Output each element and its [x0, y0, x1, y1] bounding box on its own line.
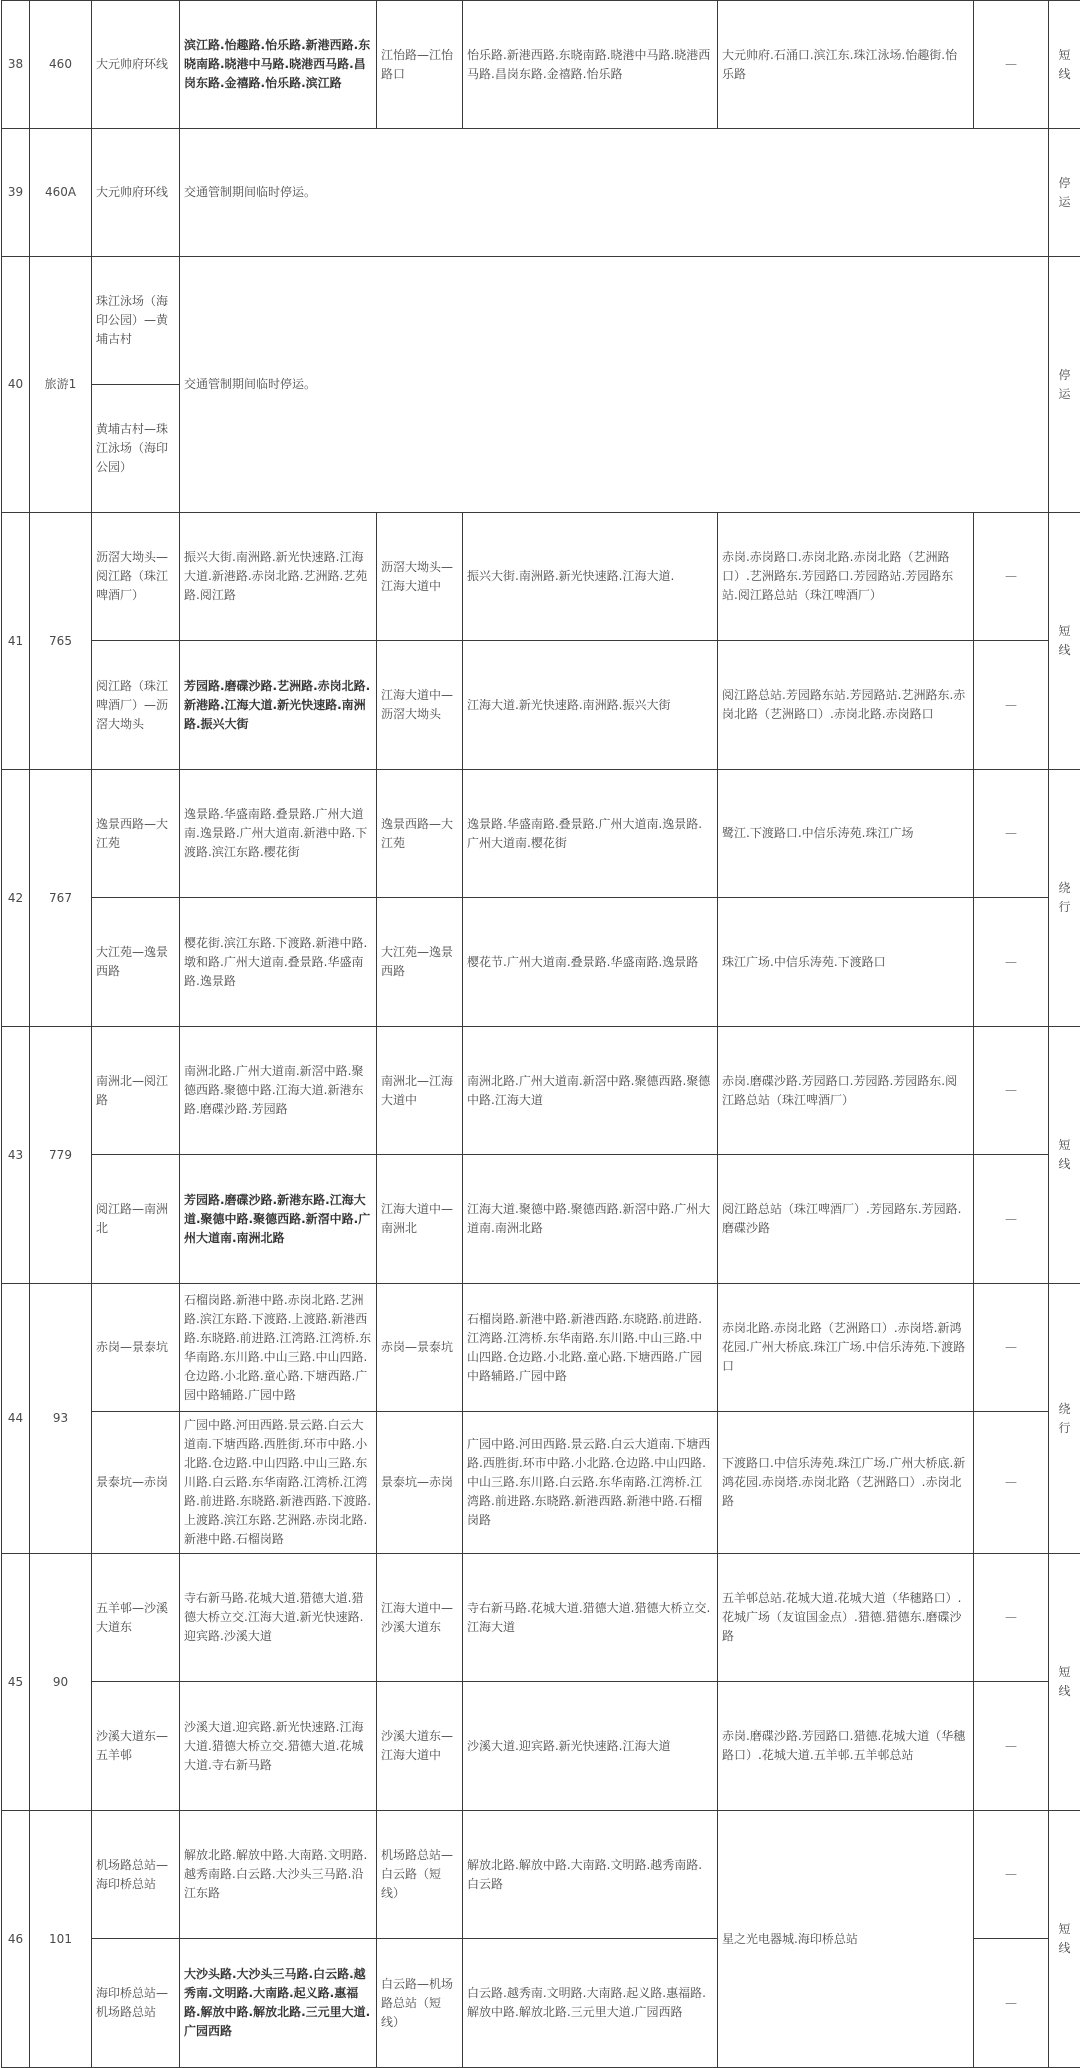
dash-cell: — [974, 1682, 1049, 1811]
route-number: 779 [30, 1027, 92, 1284]
row-index: 38 [2, 1, 30, 129]
original-route-roads: 大沙头路.大沙头三马路.白云路.越秀南.文明路.大南路.起义路.惠福路.解放中路.解放北路.三元里大道.广园西路 [180, 1939, 377, 2068]
adjusted-section: 机场路总站—白云路（短线） [377, 1811, 463, 1939]
adjusted-roads: 广园中路.河田西路.景云路.白云大道南.下塘西路.西胜街.环市中路.小北路.仓边路.中山四路.中山三路.东川路.白云路.东华南路.江湾桥.江湾路.前进路.东晓路.新港西路.新港中路.石榴岗路 [463, 1412, 718, 1554]
route-number: 767 [30, 770, 92, 1027]
route-number: 93 [30, 1284, 92, 1554]
affected-stops: 星之光电器城.海印桥总站 [718, 1811, 974, 2068]
adjusted-section: 景泰坑—赤岗 [377, 1412, 463, 1554]
dash-cell: — [974, 1284, 1049, 1412]
direction-name: 沥滘大坳头—阅江路（珠江啤酒厂） [92, 513, 180, 641]
direction-name: 大江苑—逸景西路 [92, 898, 180, 1027]
table-row [2, 1554, 1080, 1682]
adjustment-type: 短线 [1049, 1811, 1080, 2068]
adjusted-roads: 白云路.越秀南.文明路.大南路.起义路.惠福路.解放中路.解放北路.三元里大道.广园西路 [463, 1939, 718, 2068]
adjustment-type: 短线 [1049, 1, 1080, 129]
adjusted-section: 江海大道中—沙溪大道东 [377, 1554, 463, 1682]
dash-cell: — [974, 1939, 1049, 2068]
direction-name: 赤岗—景泰坑 [92, 1284, 180, 1412]
affected-stops: 阅江路总站.芳园路东站.芳园路站.艺洲路东.赤岗北路（艺洲路口）.赤岗北路.赤岗路口 [718, 641, 974, 770]
suspension-notice: 交通管制期间临时停运。 [180, 129, 1049, 257]
affected-stops: 赤岗.磨碟沙路.芳园路口.猎德.花城大道（华穗路口）.花城大道.五羊邨.五羊邨总站 [718, 1682, 974, 1811]
table-row [2, 770, 1080, 898]
suspension-notice: 交通管制期间临时停运。 [180, 257, 1049, 513]
adjusted-section: 大江苑—逸景西路 [377, 898, 463, 1027]
route-number: 101 [30, 1811, 92, 2068]
original-route-roads: 芳园路.磨碟沙路.艺洲路.赤岗北路.新港路.江海大道.新光快速路.南洲路.振兴大街 [180, 641, 377, 770]
original-route-roads: 解放北路.解放中路.大南路.文明路.越秀南路.白云路.大沙头三马路.沿江东路 [180, 1811, 377, 1939]
row-index: 41 [2, 513, 30, 770]
original-route-roads: 南洲北路.广州大道南.新滘中路.聚德西路.聚德中路.江海大道.新港东路.磨碟沙路.芳园路 [180, 1027, 377, 1155]
direction-name: 景泰坑—赤岗 [92, 1412, 180, 1554]
dash-cell: — [974, 1027, 1049, 1155]
adjustment-type: 绕行 [1049, 770, 1080, 1027]
route-table [1, 0, 1080, 2068]
affected-stops: 下渡路口.中信乐涛苑.珠江广场.广州大桥底.新鸿花园.赤岗塔.赤岗北路（艺洲路口）.赤岗北路 [718, 1412, 974, 1554]
table-row [2, 1284, 1080, 1412]
table-row [2, 1412, 1080, 1554]
table-row [2, 1682, 1080, 1811]
table-row [2, 898, 1080, 1027]
adjusted-section: 逸景西路—大江苑 [377, 770, 463, 898]
adjustment-type: 停运 [1049, 129, 1080, 257]
table-row [2, 513, 1080, 641]
direction-name: 五羊邨—沙溪大道东 [92, 1554, 180, 1682]
adjusted-section: 赤岗—景泰坑 [377, 1284, 463, 1412]
adjusted-roads: 樱花节.广州大道南.叠景路.华盛南路.逸景路 [463, 898, 718, 1027]
adjusted-roads: 寺右新马路.花城大道.猎德大道.猎德大桥立交.江海大道 [463, 1554, 718, 1682]
dash-cell: — [974, 1412, 1049, 1554]
original-route-roads: 滨江路.怡趣路.怡乐路.新港西路.东晓南路.晓港中马路.晓港西马路.昌岗东路.金禧路.怡乐路.滨江路 [180, 1, 377, 129]
dash-cell: — [974, 1, 1049, 129]
adjusted-section: 南洲北—江海大道中 [377, 1027, 463, 1155]
original-route-roads: 广园中路.河田西路.景云路.白云大道南.下塘西路.西胜街.环市中路.小北路.仓边路.中山四路.中山三路.东川路.白云路.东华南路.江湾桥.江湾路.前进路.东晓路.新港西路.下渡路.上渡路.滨江东路.艺洲路.赤岗北路.新港中路.石榴岗路 [180, 1412, 377, 1554]
original-route-roads: 樱花街.滨江东路.下渡路.新港中路.墩和路.广州大道南.叠景路.华盛南路.逸景路 [180, 898, 377, 1027]
table-row [2, 1811, 1080, 1939]
adjusted-roads: 江海大道.聚德中路.聚德西路.新滘中路.广州大道南.南洲北路 [463, 1155, 718, 1284]
adjusted-section: 沙溪大道东—江海大道中 [377, 1682, 463, 1811]
row-index: 45 [2, 1554, 30, 1811]
route-number: 765 [30, 513, 92, 770]
direction-name: 机场路总站—海印桥总站 [92, 1811, 180, 1939]
route-number: 90 [30, 1554, 92, 1811]
adjusted-roads: 逸景路.华盛南路.叠景路.广州大道南.逸景路.广州大道南.樱花街 [463, 770, 718, 898]
row-index: 43 [2, 1027, 30, 1284]
affected-stops: 大元帅府.石涌口.滨江东.珠江泳场.怡趣街.怡乐路 [718, 1, 974, 129]
dash-cell: — [974, 770, 1049, 898]
table-row [2, 1155, 1080, 1284]
adjusted-section: 沥滘大坳头—江海大道中 [377, 513, 463, 641]
row-index: 40 [2, 257, 30, 513]
adjusted-section: 江海大道中—沥滘大坳头 [377, 641, 463, 770]
table-row [2, 641, 1080, 770]
original-route-roads: 沙溪大道.迎宾路.新光快速路.江海大道.猎德大桥立交.猎德大道.花城大道.寺右新马路 [180, 1682, 377, 1811]
route-number: 460A [30, 129, 92, 257]
direction-name: 大元帅府环线 [92, 1, 180, 129]
original-route-roads: 振兴大街.南洲路.新光快速路.江海大道.新港路.赤岗北路.艺洲路.艺苑路.阅江路 [180, 513, 377, 641]
direction-name: 阅江路—南洲北 [92, 1155, 180, 1284]
table-row [2, 257, 1080, 385]
direction-name: 沙溪大道东—五羊邨 [92, 1682, 180, 1811]
affected-stops: 鹭江.下渡路口.中信乐涛苑.珠江广场 [718, 770, 974, 898]
table-row [2, 129, 1080, 257]
original-route-roads: 芳园路.磨碟沙路.新港东路.江海大道.聚德中路.聚德西路.新滘中路.广州大道南.南洲北路 [180, 1155, 377, 1284]
dash-cell: — [974, 898, 1049, 1027]
dash-cell: — [974, 1811, 1049, 1939]
adjusted-section: 江海大道中—南洲北 [377, 1155, 463, 1284]
original-route-roads: 寺右新马路.花城大道.猎德大道.猎德大桥立交.江海大道.新光快速路.迎宾路.沙溪大道 [180, 1554, 377, 1682]
dash-cell: — [974, 513, 1049, 641]
row-index: 39 [2, 129, 30, 257]
affected-stops: 阅江路总站（珠江啤酒厂）.芳园路东.芳园路.磨碟沙路 [718, 1155, 974, 1284]
adjusted-section: 江怡路—江怡路口 [377, 1, 463, 129]
affected-stops: 珠江广场.中信乐涛苑.下渡路口 [718, 898, 974, 1027]
route-number: 460 [30, 1, 92, 129]
adjustment-type: 短线 [1049, 1554, 1080, 1811]
original-route-roads: 石榴岗路.新港中路.赤岗北路.艺洲路.滨江东路.下渡路.上渡路.新港西路.东晓路.前进路.江湾路.江湾桥.东华南路.东川路.中山三路.中山四路.仓边路.小北路.童心路.下塘西路.广园中路辅路.广园中路 [180, 1284, 377, 1412]
route-number: 旅游1 [30, 257, 92, 513]
direction-name: 阅江路（珠江啤酒厂）—沥滘大坳头 [92, 641, 180, 770]
adjusted-roads: 江海大道.新光快速路.南洲路.振兴大街 [463, 641, 718, 770]
dash-cell: — [974, 1155, 1049, 1284]
adjusted-roads: 振兴大街.南洲路.新光快速路.江海大道. [463, 513, 718, 641]
affected-stops: 赤岗.赤岗路口.赤岗北路.赤岗北路（艺洲路口）.艺洲路东.芳园路口.芳园路站.芳园路东站.阅江路总站（珠江啤酒厂） [718, 513, 974, 641]
affected-stops: 五羊邨总站.花城大道.花城大道（华穗路口）.花城广场（友谊国金点）.猎德.猎德东.磨碟沙路 [718, 1554, 974, 1682]
dash-cell: — [974, 641, 1049, 770]
direction-name: 大元帅府环线 [92, 129, 180, 257]
direction-name: 逸景西路—大江苑 [92, 770, 180, 898]
adjusted-roads: 解放北路.解放中路.大南路.文明路.越秀南路.白云路 [463, 1811, 718, 1939]
adjusted-roads: 沙溪大道.迎宾路.新光快速路.江海大道 [463, 1682, 718, 1811]
direction-name: 黄埔古村—珠江泳场（海印公园） [92, 385, 180, 513]
dash-cell: — [974, 1554, 1049, 1682]
adjustment-type: 绕行 [1049, 1284, 1080, 1554]
row-index: 44 [2, 1284, 30, 1554]
adjusted-section: 白云路—机场路总站（短线） [377, 1939, 463, 2068]
adjustment-type: 短线 [1049, 1027, 1080, 1284]
adjustment-type: 停运 [1049, 257, 1080, 513]
row-index: 46 [2, 1811, 30, 2068]
affected-stops: 赤岗北路.赤岗北路（艺洲路口）.赤岗塔.新鸿花园.广州大桥底.珠江广场.中信乐涛苑.下渡路口 [718, 1284, 974, 1412]
table-row [2, 1027, 1080, 1155]
row-index: 42 [2, 770, 30, 1027]
table-row [2, 1, 1080, 129]
affected-stops: 赤岗.磨碟沙路.芳园路口.芳园路.芳园路东.阅江路总站（珠江啤酒厂） [718, 1027, 974, 1155]
adjusted-roads: 怡乐路.新港西路.东晓南路.晓港中马路.晓港西马路.昌岗东路.金禧路.怡乐路 [463, 1, 718, 129]
original-route-roads: 逸景路.华盛南路.叠景路.广州大道南.逸景路.广州大道南.新港中路.下渡路.滨江东路.樱花街 [180, 770, 377, 898]
adjustment-type: 短线 [1049, 513, 1080, 770]
direction-name: 珠江泳场（海印公园）—黄埔古村 [92, 257, 180, 385]
adjusted-roads: 石榴岗路.新港中路.新港西路.东晓路.前进路.江湾路.江湾桥.东华南路.东川路.中山三路.中山四路.仓边路.小北路.童心路.下塘西路.广园中路辅路.广园中路 [463, 1284, 718, 1412]
adjusted-roads: 南洲北路.广州大道南.新滘中路.聚德西路.聚德中路.江海大道 [463, 1027, 718, 1155]
direction-name: 海印桥总站—机场路总站 [92, 1939, 180, 2068]
direction-name: 南洲北—阅江路 [92, 1027, 180, 1155]
